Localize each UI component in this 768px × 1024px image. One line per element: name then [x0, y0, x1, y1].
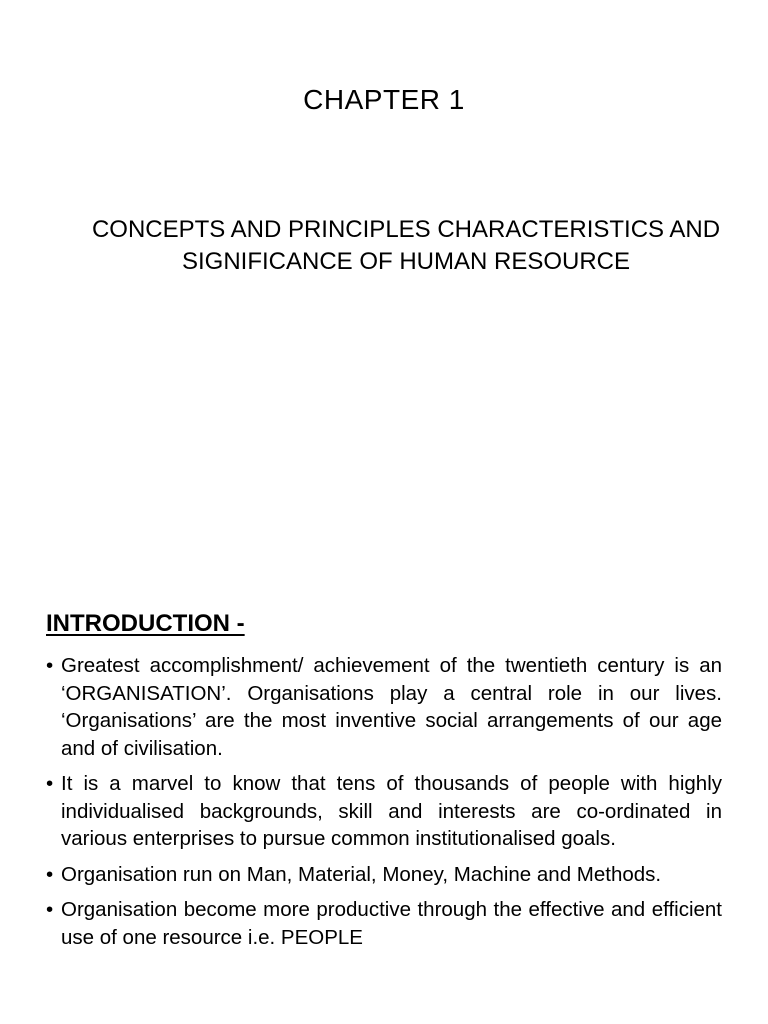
- introduction-heading: INTRODUCTION -: [46, 610, 245, 637]
- page-title-line-1: CONCEPTS AND PRINCIPLES CHARACTERISTICS AND: [91, 216, 721, 243]
- chapter-heading: CHAPTER 1: [303, 84, 465, 115]
- bullet-icon: •: [46, 898, 54, 921]
- list-item: [46, 770, 722, 853]
- page-title: [70, 214, 742, 278]
- list-item: [46, 861, 722, 889]
- bullet-text: Organisation run on Man, Material, Money, Machine and Methods.: [61, 862, 662, 886]
- introduction-bullet-list: [46, 652, 722, 959]
- bullet-icon: •: [46, 862, 54, 886]
- list-item: [46, 896, 722, 951]
- bullet-icon: •: [46, 654, 54, 677]
- page-title-line-2: SIGNIFICANCE OF HUMAN RESOURCE: [181, 248, 631, 275]
- bullet-text: Organisation become more productive through the effective and efficient use of one resource i.e. PEOPLE: [61, 898, 722, 949]
- bullet-icon: •: [46, 772, 54, 795]
- list-item: [46, 652, 722, 762]
- bullet-text: It is a marvel to know that tens of thousands of people with highly individualised backgrounds, skill and interests are co-ordinated in various enterprises to pursue common institutionalised goals.: [61, 772, 722, 850]
- bullet-text: Greatest accomplishment/ achievement of the twentieth century is an ‘ORGANISATION’. Organisations play a central role in our lives. ‘Organisations’ are the most inventive social arrangements of our age and of civilisation.: [61, 654, 722, 760]
